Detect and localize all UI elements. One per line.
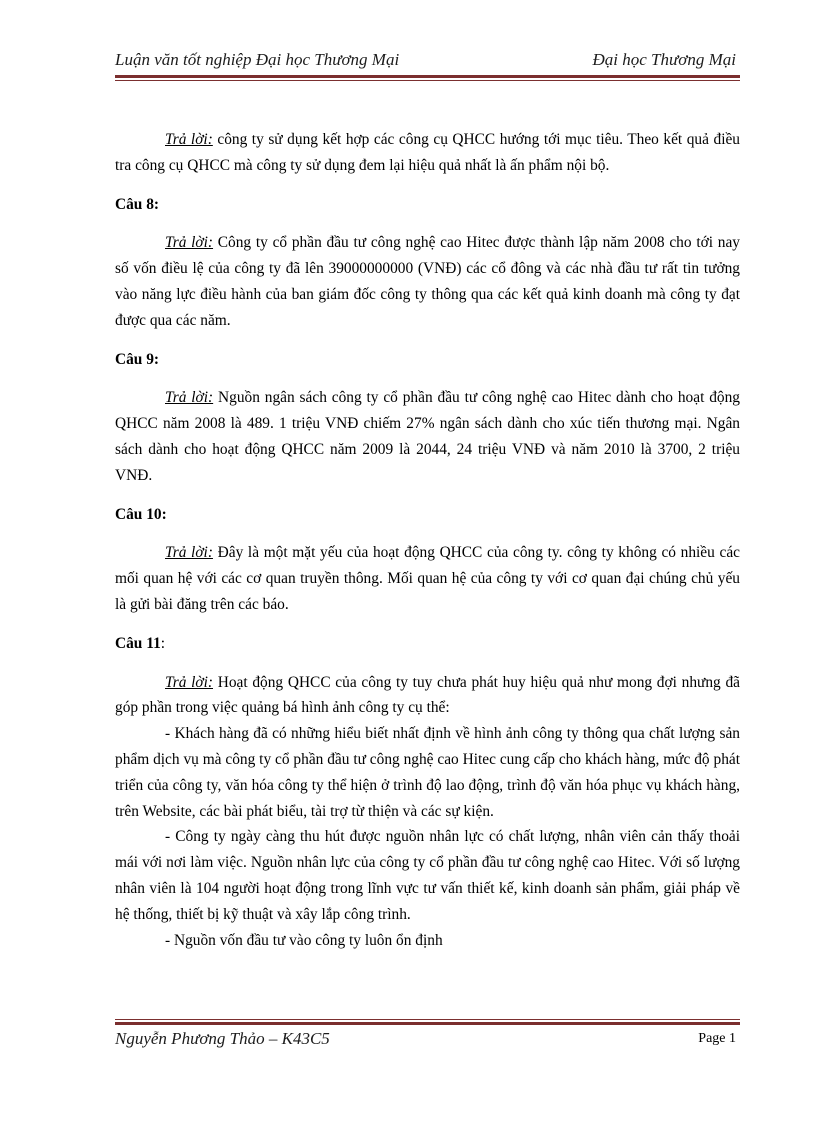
header-rule-thick xyxy=(115,75,740,78)
answer-text: Đây là một mặt yếu của hoạt động QHCC của công ty. công ty không có nhiều các mối quan hệ với các cơ quan truyền thông. Mối quan hệ của công ty với cơ quan đại chúng chủ yếu là gửi bài đăng trên các báo. xyxy=(115,544,740,613)
question-heading: Câu 9: xyxy=(115,350,160,368)
footer-rule-thick xyxy=(115,1022,740,1025)
question-heading xyxy=(115,631,740,657)
answer-text: Hoạt động QHCC của công ty tuy chưa phát huy hiệu quả như mong đợi nhưng đã góp phần trong việc quảng bá hình ảnh công ty cụ thể: xyxy=(115,673,740,717)
header-university: Đại học Thương Mại xyxy=(592,50,736,69)
answer-label: Trả lời: xyxy=(165,544,213,562)
answer-text: Công ty cổ phần đầu tư công nghệ cao Hitec được thành lập năm 2008 cho tới nay số vốn điều lệ của công ty đã lên 39000000000 (VNĐ) các cổ đông và các nhà đầu tư rất tin tưởng vào năng lực điều hành của ban giám đốc công ty thông qua các kết quả kinh doanh mà công ty đạt được qua các năm. xyxy=(115,234,740,329)
page-body xyxy=(115,127,740,953)
footer-rule-thin xyxy=(115,1019,740,1020)
answer-paragraph xyxy=(115,670,740,722)
bullet-item: - Nguồn vốn đầu tư vào công ty luôn ổn định xyxy=(165,931,443,949)
answer-text: Nguồn ngân sách công ty cổ phần đầu tư công nghệ cao Hitec dành cho hoạt động QHCC năm 2008 là 489. 1 triệu VNĐ chiếm 27% ngân sách dành cho xúc tiến thương mại. Ngân sách dành cho hoạt động QHCC năm 2009 là 2044, 24 triệu VNĐ và năm 2010 là 3700, 2 triệu VNĐ. xyxy=(115,389,740,484)
bullet-item: - Khách hàng đã có những hiểu biết nhất định về hình ảnh công ty thông qua chất lượng sản phẩm dịch vụ mà công ty cổ phần đầu tư công nghệ cao Hitec cung cấp cho khách hàng, mức độ phát triển của công ty, văn hóa công ty thể hiện ở trình độ lao động, trình độ văn hóa phục vụ khách hàng, trên Website, các bài phát biểu, tài trợ từ thiện và các sự kiện. xyxy=(115,725,740,820)
answer-label: Trả lời: xyxy=(165,389,214,407)
bullet-item: - Công ty ngày càng thu hút được nguồn nhân lực có chất lượng, nhân viên cản thấy thoải mái với nơi làm việc. Nguồn nhân lực của công ty cổ phần đầu tư công nghệ cao Hitec. Với số lượng nhân viên là 104 người hoạt động trong lĩnh vực tư vấn thiết kế, kinh doanh sản phẩm, giải pháp về hệ thống, thiết bị kỹ thuật và xây lắp công trình. xyxy=(115,828,740,923)
answer-text: công ty sử dụng kết hợp các công cụ QHCC hướng tới mục tiêu. Theo kết quả điều tra công cụ QHCC mà công ty sử dụng đem lại hiệu quả nhất là ấn phẩm nội bộ. xyxy=(115,131,740,174)
answer-paragraph xyxy=(115,127,740,179)
question-heading: Câu 10: xyxy=(115,505,167,523)
question-heading: Câu 8: xyxy=(115,195,160,213)
page-number: Page 1 xyxy=(698,1031,736,1046)
page-footer xyxy=(115,1029,736,1053)
header-rule-thin xyxy=(115,80,740,81)
answer-paragraph xyxy=(115,385,740,488)
answer-label: Trả lời: xyxy=(165,234,214,252)
answer-paragraph xyxy=(115,540,740,617)
footer-author: Nguyễn Phương Thảo – K43C5 xyxy=(115,1029,330,1048)
question-title: Câu 11 xyxy=(115,634,161,652)
page-header xyxy=(115,50,736,72)
question-colon: : xyxy=(160,634,166,652)
answer-label: Trả lời: xyxy=(165,131,213,148)
answer-paragraph xyxy=(115,230,740,333)
header-thesis-title: Luận văn tốt nghiệp Đại học Thương Mại xyxy=(115,50,400,69)
answer-label: Trả lời: xyxy=(165,673,213,691)
